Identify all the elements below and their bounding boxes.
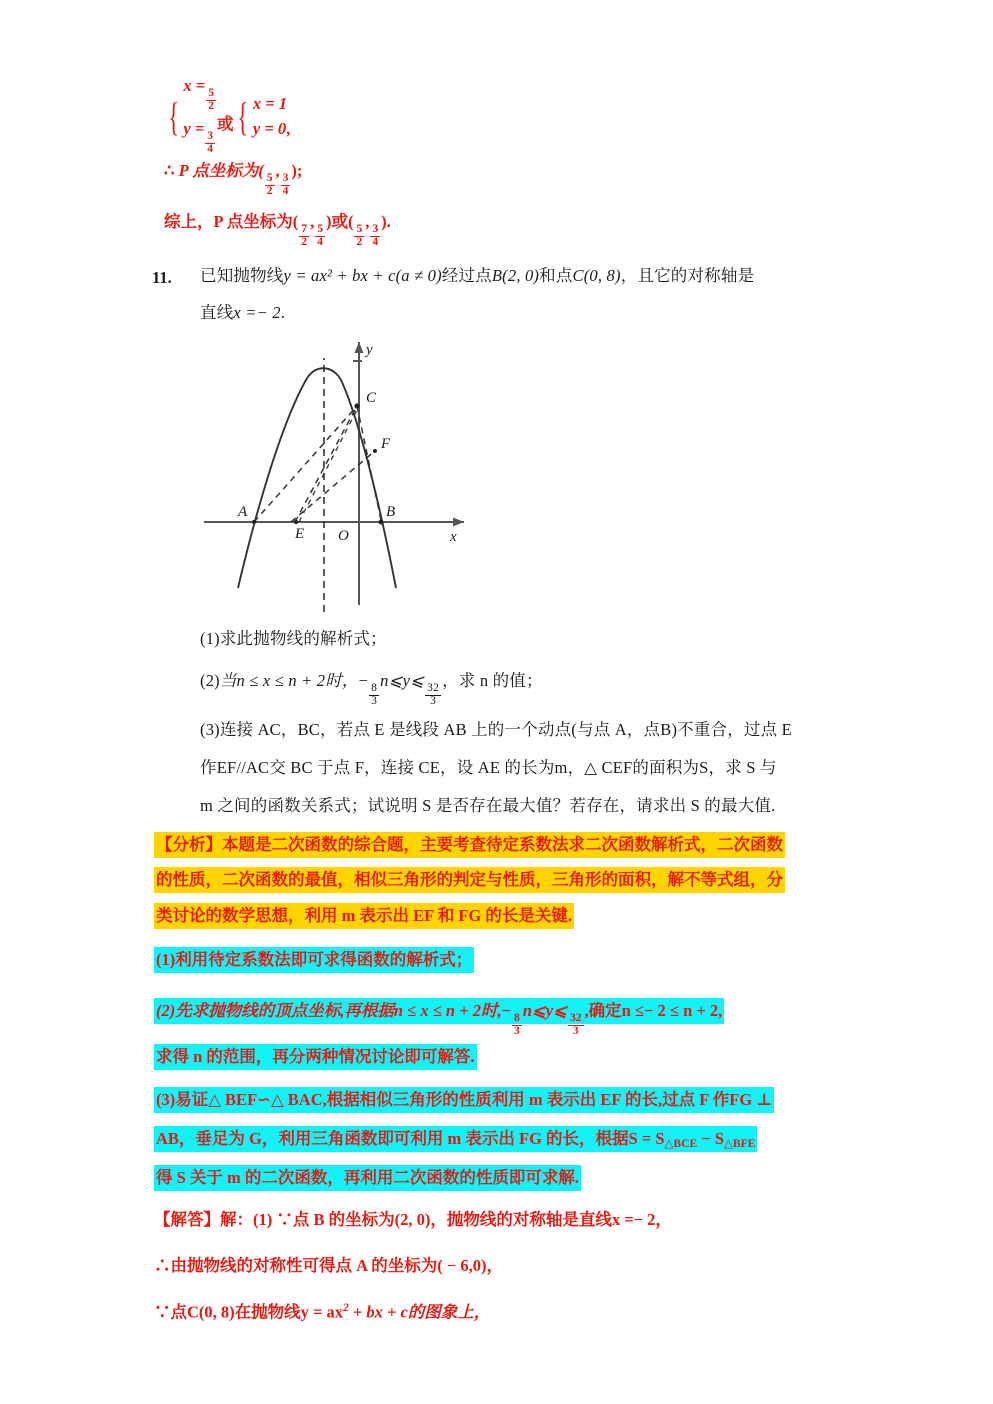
hint-2-text: (2)先求抛物线的顶点坐标,再根据n ≤ x ≤ n + 2时,− $\frac{8}{3}$ n⩽y⩽ $\frac{32}{3}$ ,确定n ≤− 2 ≤ n + 2, — [154, 998, 724, 1024]
analysis-line-2 — [154, 872, 785, 889]
segment-ac-dashed — [254, 406, 357, 522]
analysis-line-1 — [154, 837, 785, 854]
hint-2-text-2: 求得 n 的范围，再分两种情况讨论即可解答. — [154, 1044, 477, 1070]
analysis-text-2: 的性质，二次函数的最值，相似三角形的判定与性质，三角形的面积，解不等式组，分 — [154, 867, 785, 893]
part-3-line-1: (3)连接 AC，BC，若点 E 是线段 AB 上的一个动点(与点 A，点B)不重合，过点 E — [200, 720, 792, 739]
point-b: B(2, 0) — [491, 266, 540, 285]
part-1-text: 求此抛物线的解析式； — [219, 629, 387, 648]
label-e: E — [295, 526, 305, 542]
equation-system-right — [233, 93, 291, 139]
point-b-dot — [379, 520, 384, 525]
point-f-dot — [373, 449, 377, 453]
label-b: B — [386, 504, 396, 520]
eq-y-left: y = $\frac{3}{4}$ — [183, 119, 214, 155]
point-c-dot — [354, 403, 359, 408]
part-2-label: (2) — [200, 671, 220, 690]
part-2: (2)当n ≤ x ≤ n + 2时，− $\frac{8}{3}$ n⩽y⩽ $\frac{32}{3}$ ，求 n 的值； — [200, 671, 543, 707]
hint-1 — [154, 952, 474, 969]
label-f: F — [381, 436, 391, 452]
answer-line-1: 【解答】解：(1) ∵点 B 的坐标为(2, 0)，抛物线的对称轴是直线x =− 2， — [154, 1210, 672, 1229]
label-x-axis: x — [450, 529, 457, 545]
x-axis-arrow-icon — [453, 518, 464, 527]
therefore-symbol: ∴ — [164, 161, 175, 180]
hint-3-text-2: AB，垂足为 G，利用三角函数即可利用 m 表示出 FG 的长，根据$S = S_{\triangle BCE} - S_{\triangle BFE}$ — [154, 1126, 757, 1152]
label-o: O — [338, 528, 349, 544]
segment-ec-dashed — [295, 406, 357, 522]
answer-line-3: ∵点C(0, 8)在抛物线$y = ax^2$ + bx + c的图象上， — [154, 1302, 491, 1322]
hint-3-line-3 — [154, 1170, 581, 1187]
figure-svg — [196, 330, 486, 612]
part-1-label: (1) — [200, 629, 220, 648]
conclusion-1-text: P 点坐标为( — [178, 161, 264, 180]
point-e-dot — [294, 520, 298, 524]
left-brace-icon-2: { — [237, 93, 249, 139]
equation-system-row — [164, 78, 290, 156]
hint-3-line-1 — [154, 1092, 774, 1109]
equation-system-left — [164, 78, 217, 156]
eq-x-right: x = 1 — [252, 93, 288, 113]
part-1 — [200, 631, 387, 648]
hint-3-text-3: 得 S 关于 m 的二次函数，再利用二次函数的性质即可求解. — [154, 1165, 581, 1191]
part-3-line-2: 作EF//AC交 BC 于点 F，连接 CE，设 AE 的长为m，△ CEF的面积为S，求 S 与 — [200, 758, 777, 777]
hint-3-line-2 — [154, 1131, 757, 1151]
eq-y-right: y = 0, — [252, 119, 291, 139]
conclusion-line-2: 综上，P 点坐标为( $\frac{7}{2}$ , $\frac{5}{4}$ )或( $\frac{5}{2}$ , $\frac{3}{4}$ ). — [164, 212, 391, 248]
conclusion-line-1: ∴ P 点坐标为( $\frac{5}{2}$ , $\frac{3}{4}$ ); — [164, 161, 303, 197]
label-y-axis: y — [366, 342, 373, 358]
label-c: C — [366, 390, 377, 406]
y-axis-arrow-icon — [355, 342, 364, 353]
answer-line-2: ∴由抛物线的对称性可得点 A 的坐标为( − 6,0)， — [154, 1256, 504, 1275]
question-equation: y = ax² + bx + c(a ≠ 0) — [283, 266, 442, 285]
part-3-label: (3) — [200, 720, 220, 739]
analysis-text-3: 类讨论的数学思想，利用 m 表示出 EF 和 FG 的长是关键. — [154, 903, 574, 929]
eq-x-left: x = $\frac{5}{2}$ — [183, 76, 214, 112]
hint-3-text-1: (3)易证△ BEF∽△ BAC,根据相似三角形的性质利用 m 表示出 EF 的长,过点 F 作FG ⊥ — [154, 1087, 774, 1113]
segment-ef-dashed — [291, 450, 376, 522]
axis-of-symmetry: x =− 2 — [233, 303, 281, 322]
part-3-line-3: m 之间的函数关系式；试说明 S 是否存在最大值？若存在，请求出 S 的最大值. — [200, 796, 776, 815]
parabola-figure — [196, 330, 486, 612]
analysis-line-3 — [154, 908, 574, 925]
label-a: A — [238, 504, 248, 520]
left-brace-icon: { — [168, 93, 180, 139]
point-c: C(0, 8) — [572, 266, 621, 285]
conclusion-2-text: 综上，P 点坐标为( — [164, 212, 299, 231]
hint-2-line-2 — [154, 1049, 477, 1066]
question-line-1: 已知抛物线y = ax² + bx + c(a ≠ 0)经过点B(2, 0)和点C(0, 8)，且它的对称轴是 — [200, 266, 755, 285]
analysis-text-1: 【分析】本题是二次函数的综合题，主要考查待定系数法求二次函数解析式，二次函数 — [154, 832, 785, 858]
hint-2-line-1 — [154, 1003, 724, 1037]
point-a-dot — [252, 520, 256, 524]
question-number: 11. — [152, 268, 172, 287]
part-2-text-c: ，求 n 的值； — [442, 671, 543, 690]
part-2-text-a: 当n ≤ x ≤ n + 2时， — [219, 671, 359, 690]
hint-1-text: (1)利用待定系数法即可求得函数的解析式； — [154, 947, 474, 973]
question-line-2: 直线x =− 2. — [200, 303, 286, 322]
or-connector: 或 — [216, 114, 234, 134]
segment-ec2-dashed — [299, 408, 358, 522]
segment-cb-dashed — [357, 406, 382, 525]
